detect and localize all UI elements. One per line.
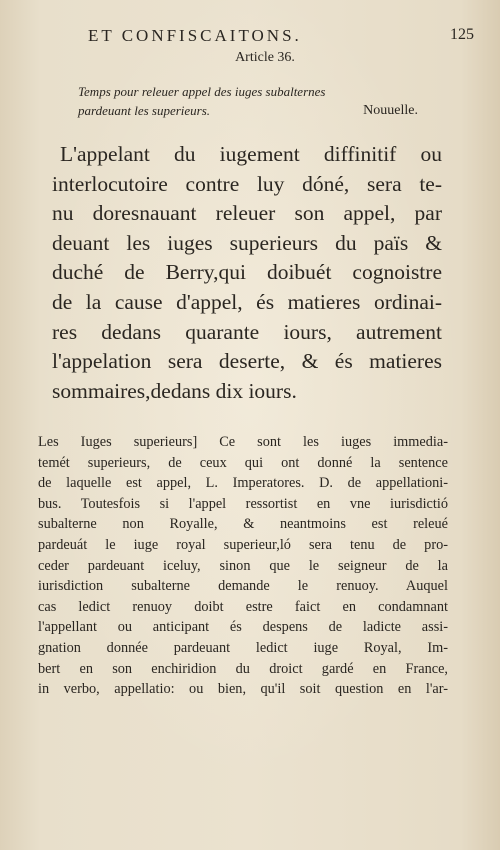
commentary-line: ceder pardeuant iceluy, sinon que le seigneur de la — [38, 557, 448, 574]
commentary-line: bus. Toutesfois si l'appel ressortist en vne iurisdictió — [38, 495, 448, 512]
text-line: deuant les iuges superieurs du païs & — [52, 230, 442, 255]
article-text — [52, 140, 442, 406]
text-line: l'appelation sera deserte, & és matieres — [52, 349, 442, 374]
commentary-line: pardeuát le iuge royal superieur,ló sera tenu de pro- — [38, 536, 448, 553]
commentary-line: de laquelle est appel, L. Imperatores. D. de appellationi- — [38, 475, 448, 492]
commentary-line: iurisdiction subalterne demande le renuoy. Auquel — [38, 578, 448, 595]
commentary-line: Les Iuges superieurs] Ce sont les iuges immedia- — [38, 434, 448, 450]
commentary-line: cas ledict renuoy doibt estre faict en condamnant — [38, 598, 448, 615]
commentary-line: bert en son enchiridion du droict gardé en France, — [38, 660, 448, 677]
commentary-text — [38, 432, 448, 700]
text-line: duché de Berry,qui doibuét cognoistre — [52, 260, 442, 285]
running-head: ET CONFISCAITONS. — [88, 26, 302, 45]
article-heading: Article 36. — [235, 50, 295, 65]
text-line: res dedans quarante iours, autrement — [52, 319, 442, 344]
commentary-line: subalterne non Royalle, & neantmoins est releué — [38, 516, 448, 533]
text-line: interlocutoire contre luy dóné, sera te- — [52, 171, 442, 196]
marginal-note: Nouuelle. — [363, 103, 418, 118]
subtitle-line-1: Temps pour releuer appel des iuges subalternes — [78, 84, 326, 99]
page-number: 125 — [450, 26, 474, 43]
commentary-line: temét superieurs, de ceux qui ont donné la sentence — [38, 454, 448, 471]
article-subtitle — [78, 82, 418, 120]
commentary-line: gnation donnée pardeuant ledict iuge Royal, Im- — [38, 639, 448, 656]
text-line: de la cause d'appel, és matieres ordinai- — [52, 289, 442, 314]
text-line: L'appelant du iugement diffinitif ou — [60, 142, 442, 166]
commentary-line: in verbo, appellatio: ou bien, qu'il soit question en l'ar- — [38, 681, 448, 698]
text-line: sommaires,dedans dix iours. — [52, 378, 297, 403]
text-line: nu doresnauant releuer son appel, par — [52, 201, 442, 226]
subtitle-line-2: pardeuant les superieurs. — [78, 103, 211, 118]
commentary-line: l'appellant ou anticipant és despens de ladicte assi- — [38, 619, 448, 636]
